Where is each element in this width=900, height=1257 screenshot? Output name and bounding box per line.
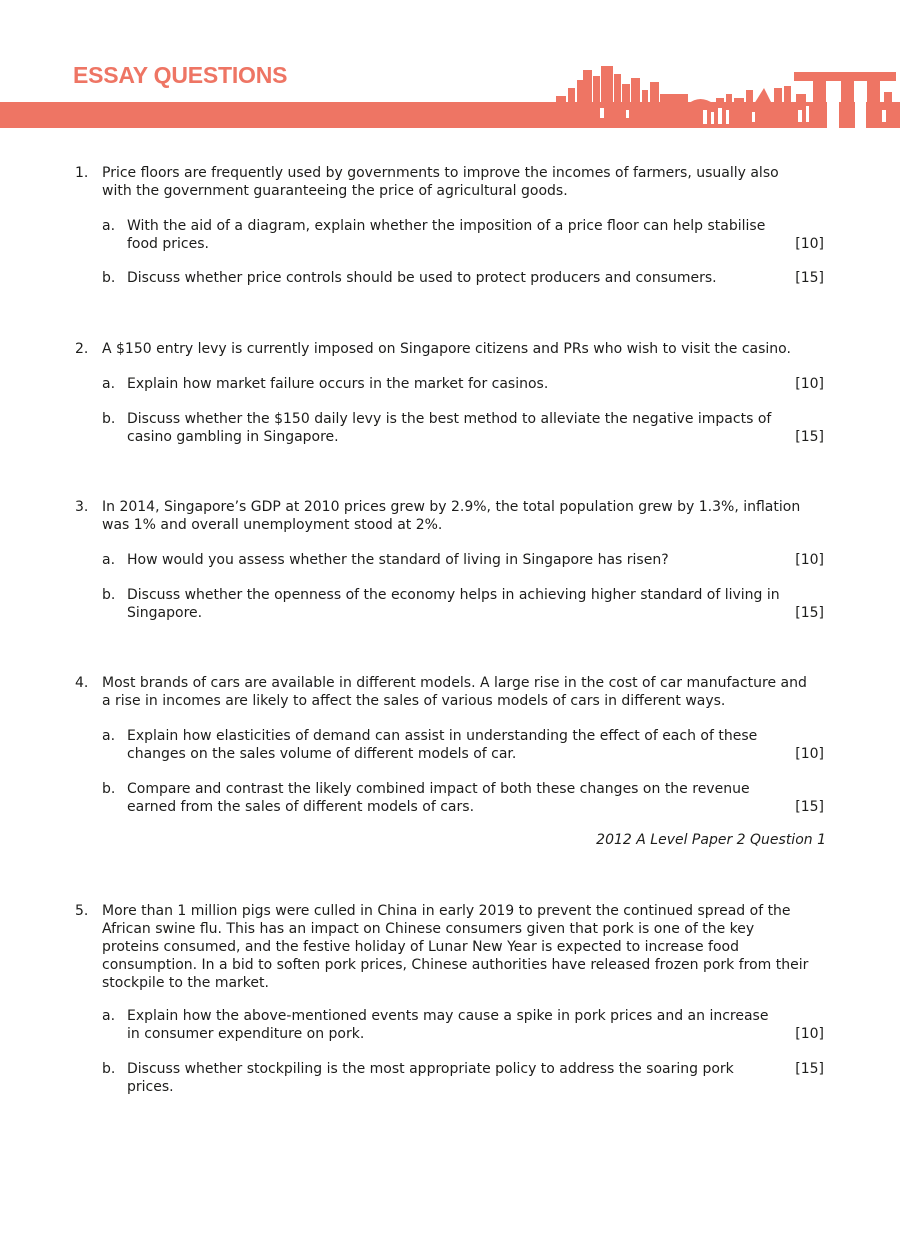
part-letter: a. bbox=[102, 552, 116, 568]
part-text: Discuss whether the openness of the economy helps in achieving higher standard of living in Singapore. bbox=[127, 587, 780, 621]
part-letter: b. bbox=[102, 270, 116, 286]
question-stem: Most brands of cars are available in different models. A large rise in the cost of car manufacture and a rise in incomes are likely to affect the sales of various models of cars in different ways. bbox=[102, 675, 807, 709]
part-text: Explain how market failure occurs in the market for casinos. bbox=[127, 376, 549, 392]
marks: [10] bbox=[795, 552, 824, 568]
question-number: 4. bbox=[75, 675, 89, 691]
part-letter: b. bbox=[102, 411, 116, 427]
part-letter: b. bbox=[102, 781, 116, 797]
part-letter: b. bbox=[102, 587, 116, 603]
page-header bbox=[0, 0, 900, 140]
part-text: Explain how elasticities of demand can assist in understanding the effect of each of these changes on the sales volume of different models of car. bbox=[127, 728, 758, 762]
part-text: How would you assess whether the standard of living in Singapore has risen? bbox=[127, 552, 669, 568]
part-letter: a. bbox=[102, 728, 116, 744]
part-text: Discuss whether the $150 daily levy is the best method to alleviate the negative impacts of casino gambling in Singapore. bbox=[127, 411, 772, 445]
part-text: Discuss whether price controls should be used to protect producers and consumers. bbox=[127, 270, 717, 286]
page-title: ESSAY QUESTIONS bbox=[73, 62, 288, 88]
marks: [15] bbox=[795, 799, 824, 815]
question-stem: More than 1 million pigs were culled in China in early 2019 to prevent the continued spread of the African swine flu. This has an impact on Chinese consumers given that pork is one of the key proteins consumed, and the festive holiday of Lunar New Year is expected to increase food consumption. In a bid to soften pork prices, Chinese authorities have released frozen pork from their stockpile to the market. bbox=[102, 903, 809, 991]
part-text: Compare and contrast the likely combined impact of both these changes on the revenue earned from the sales of different models of cars. bbox=[127, 781, 750, 815]
part-text: Discuss whether stockpiling is the most appropriate policy to address the soaring pork prices. bbox=[127, 1061, 734, 1095]
part-letter: a. bbox=[102, 376, 116, 392]
marks: [15] bbox=[795, 270, 824, 286]
part-text: Explain how the above-mentioned events may cause a spike in pork prices and an increase in consumer expenditure on pork. bbox=[127, 1008, 769, 1042]
part-letter: b. bbox=[102, 1061, 116, 1077]
marks: [15] bbox=[795, 429, 824, 445]
question-number: 3. bbox=[75, 499, 89, 515]
marks: [15] bbox=[795, 605, 824, 621]
marks: [10] bbox=[795, 1026, 824, 1042]
singapore-skyline-icon bbox=[0, 0, 900, 140]
part-letter: a. bbox=[102, 218, 116, 234]
marks: [15] bbox=[795, 1061, 824, 1077]
marks: [10] bbox=[795, 236, 824, 252]
part-text: With the aid of a diagram, explain whether the imposition of a price floor can help stabilise food prices. bbox=[127, 218, 766, 252]
question-stem: Price floors are frequently used by governments to improve the incomes of farmers, usually also with the government guaranteeing the price of agricultural goods. bbox=[102, 165, 779, 199]
marks: [10] bbox=[795, 746, 824, 762]
question-number: 2. bbox=[75, 341, 89, 357]
question-number: 5. bbox=[75, 903, 89, 919]
question-number: 1. bbox=[75, 165, 89, 181]
question-source: 2012 A Level Paper 2 Question 1 bbox=[596, 832, 826, 848]
question-stem: A $150 entry levy is currently imposed on Singapore citizens and PRs who wish to visit the casino. bbox=[102, 341, 791, 357]
marks: [10] bbox=[795, 376, 824, 392]
question-stem: In 2014, Singapore’s GDP at 2010 prices grew by 2.9%, the total population grew by 1.3%, inflation was 1% and overall unemployment stood at 2%. bbox=[102, 499, 801, 533]
part-letter: a. bbox=[102, 1008, 116, 1024]
